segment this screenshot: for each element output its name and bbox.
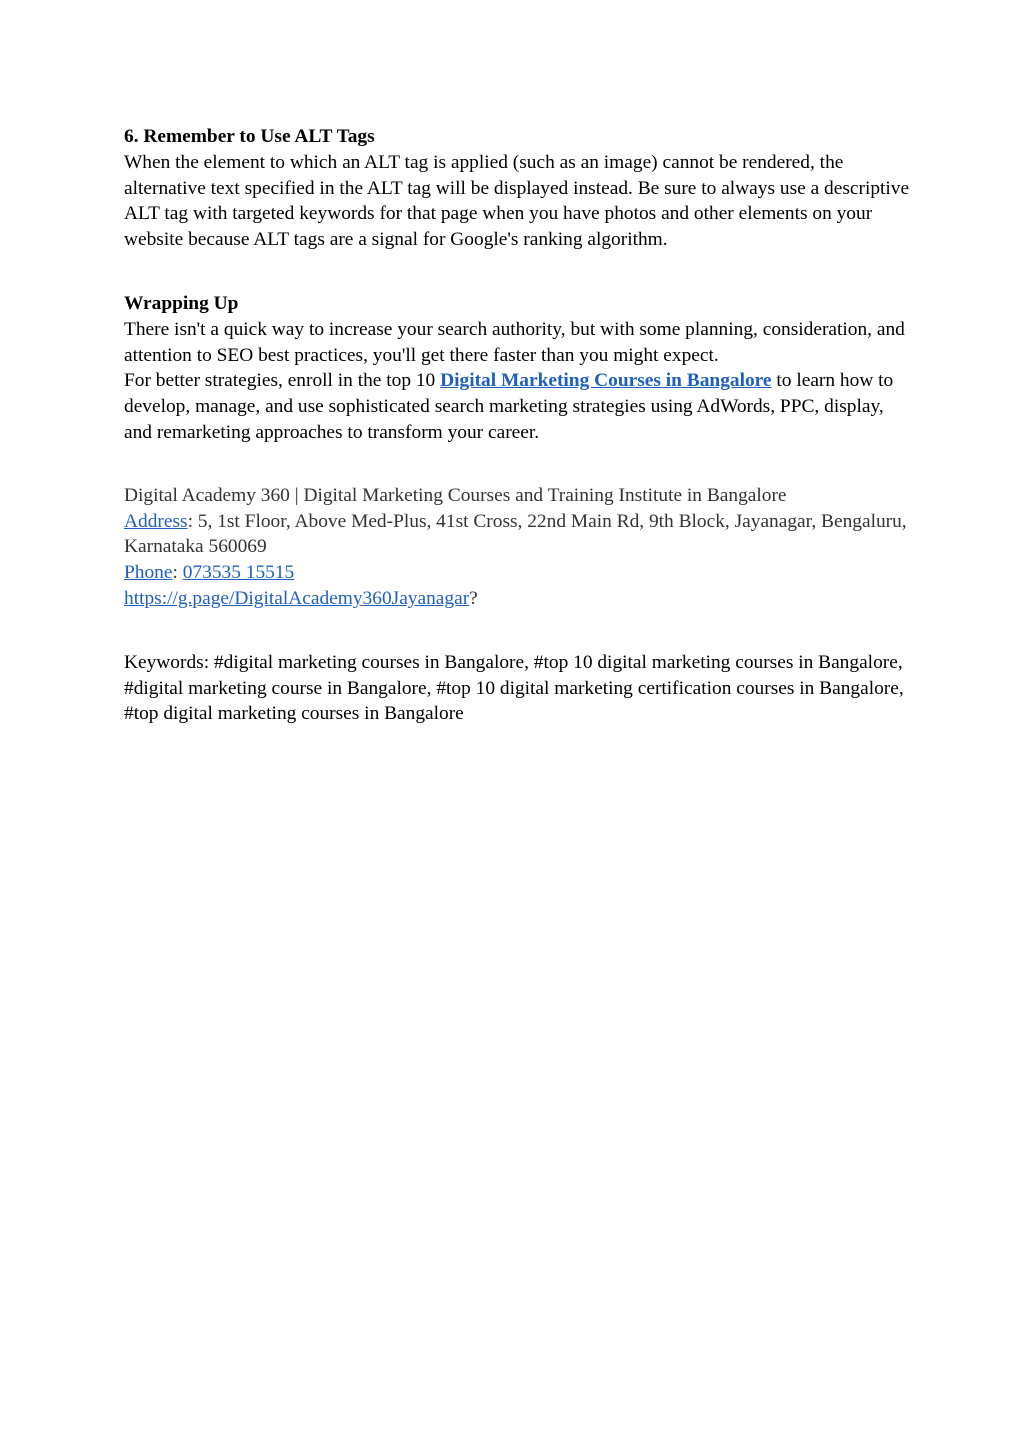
spacer	[124, 253, 914, 291]
courses-link[interactable]: Digital Marketing Courses in Bangalore	[440, 370, 772, 392]
cta-prefix: For better strategies, enroll in the top 10	[124, 370, 441, 392]
map-link[interactable]: https://g.page/DigitalAcademy360Jayanagar	[124, 587, 470, 609]
section-heading-wrapping-up: Wrapping Up	[124, 292, 239, 314]
address-link[interactable]: Address	[124, 510, 188, 532]
spacer	[124, 612, 914, 650]
contact-block	[124, 483, 914, 612]
cta-suffix: to learn how to develop, manage, and use sophisticated search marketing strategies using AdWords, PPC, display, and remarketing approaches to transform your career.	[124, 370, 894, 443]
map-line	[124, 586, 914, 612]
spacer	[124, 446, 914, 483]
document-page	[124, 124, 914, 727]
map-suffix: ?	[469, 587, 478, 609]
phone-label-link[interactable]: Phone	[124, 562, 173, 584]
contact-title: Digital Academy 360 | Digital Marketing Courses and Training Institute in Bangalore	[124, 484, 787, 506]
section-heading-alt-tags: 6. Remember to Use ALT Tags	[124, 126, 375, 147]
section-body-alt-tags: When the element to which an ALT tag is applied (such as an image) cannot be rendered, the alternative text specified in the ALT tag will be displayed instead. Be sure to always use a descriptive ALT tag with targeted keywords for that page when you have photos and other elements on your website because ALT tags are a signal for Google's ranking algorithm.	[124, 151, 910, 251]
phone-number-link[interactable]: 073535 15515	[182, 562, 295, 584]
phone-separator: :	[172, 562, 183, 584]
address-value: : 5, 1st Floor, Above Med-Plus, 41st Cross, 22nd Main Rd, 9th Block, Jayanagar, Bengaluru, Karnataka 560069	[124, 510, 907, 558]
cta-paragraph	[124, 368, 914, 445]
section-body-wrapping-up: There isn't a quick way to increase your search authority, but with some planning, consideration, and attention to SEO best practices, you'll get there faster than you might expect.	[124, 318, 905, 366]
phone-line	[124, 560, 914, 586]
address-line	[124, 509, 914, 561]
keywords-paragraph: Keywords: #digital marketing courses in Bangalore, #top 10 digital marketing courses in Bangalore, #digital marketing course in Bangalore, #top 10 digital marketing certification courses in Bangalore, #top digital marketing courses in Bangalore	[124, 651, 904, 725]
